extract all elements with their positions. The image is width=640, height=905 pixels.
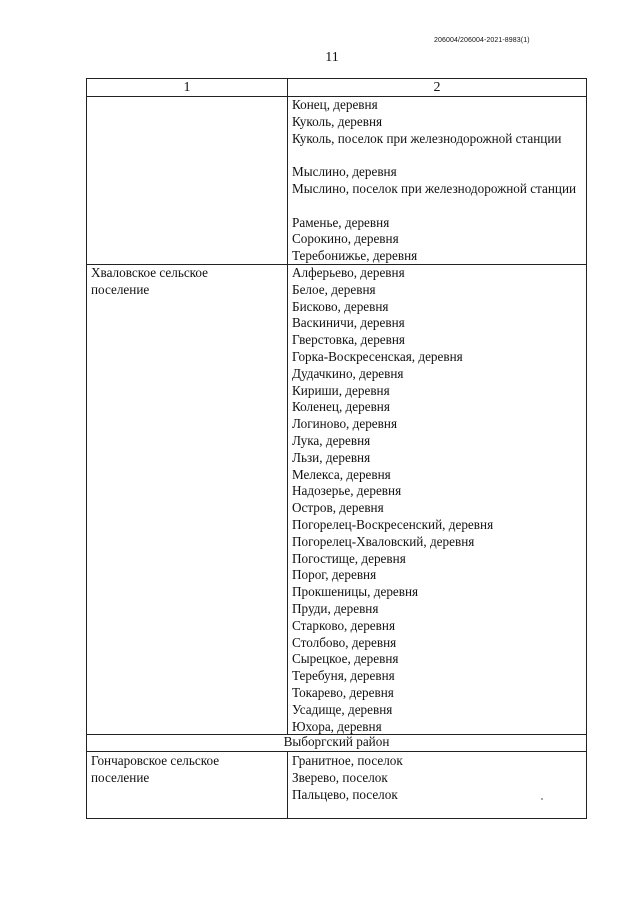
list-item: Погорелец-Воскресенский, деревня	[292, 516, 494, 532]
list-item: Льзи, деревня	[292, 449, 371, 465]
list-item: Горка-Воскресенская, деревня	[292, 348, 463, 364]
block1-items	[292, 97, 582, 265]
list-item: Столбово, деревня	[292, 634, 397, 650]
list-item: Лука, деревня	[292, 432, 371, 448]
list-item: Дудачкино, деревня	[292, 365, 404, 381]
block3-items	[292, 753, 403, 803]
list-item: Алферьево, деревня	[292, 265, 405, 280]
list-item: Надозерье, деревня	[292, 483, 402, 499]
list-item: Порог, деревня	[292, 567, 377, 583]
list-item: Гверстовка, деревня	[292, 332, 405, 348]
column-header-2: 2	[433, 80, 441, 95]
list-item: Усадище, деревня	[292, 701, 393, 717]
list-item: Погорелец-Хваловский, деревня	[292, 533, 475, 549]
list-item: Куколь, поселок при железнодорожной станции	[292, 130, 562, 146]
list-item: Кириши, деревня	[292, 382, 390, 398]
settlements-table	[86, 78, 587, 819]
list-item: Куколь, деревня	[292, 113, 383, 129]
list-item: Мелекса, деревня	[292, 466, 391, 482]
list-item: Теребуня, деревня	[292, 668, 395, 684]
row-divider	[87, 751, 586, 752]
column-divider-bottom	[287, 751, 288, 819]
list-item: Сорокино, деревня	[292, 231, 399, 247]
settlement-name-khvalovskoe: Хваловское сельское поселение	[91, 265, 209, 297]
list-item: Коленец, деревня	[292, 399, 390, 415]
list-item: Гранитное, поселок	[292, 753, 403, 768]
district-heading: Выборгский район	[283, 734, 390, 749]
list-item: Раменье, деревня	[292, 214, 390, 230]
column-divider-top	[287, 79, 288, 734]
list-item: Погостище, деревня	[292, 550, 406, 566]
list-item: Старково, деревня	[292, 617, 396, 633]
scan-speck	[541, 798, 543, 800]
list-item: Пруди, деревня	[292, 600, 379, 616]
document-id: 206004/206004-2021-8983(1)	[434, 37, 530, 44]
list-item: Остров, деревня	[292, 500, 384, 516]
list-item: Теребонижье, деревня	[292, 248, 418, 264]
list-item: Конец, деревня	[292, 97, 378, 112]
list-item: Мыслино, поселок при железнодорожной станции	[292, 180, 577, 196]
list-item: Пальцево, поселок	[292, 786, 398, 802]
list-item: Бисково, деревня	[292, 298, 389, 314]
list-item: Мыслино, деревня	[292, 164, 397, 180]
list-item: Васкиничи, деревня	[292, 315, 405, 331]
settlement-name-goncharovskoe: Гончаровское сельское поселение	[91, 753, 220, 785]
list-item: Зверево, поселок	[292, 769, 388, 785]
list-item: Юхора, деревня	[292, 718, 382, 734]
list-item: Логиново, деревня	[292, 416, 398, 432]
column-header-1: 1	[183, 80, 191, 95]
block2-items	[292, 265, 493, 735]
list-item: Токарево, деревня	[292, 684, 394, 700]
list-item: Белое, деревня	[292, 281, 376, 297]
list-item: Прокшеницы, деревня	[292, 584, 419, 600]
list-item: Сырецкое, деревня	[292, 651, 399, 667]
page-number: 11	[325, 50, 339, 65]
